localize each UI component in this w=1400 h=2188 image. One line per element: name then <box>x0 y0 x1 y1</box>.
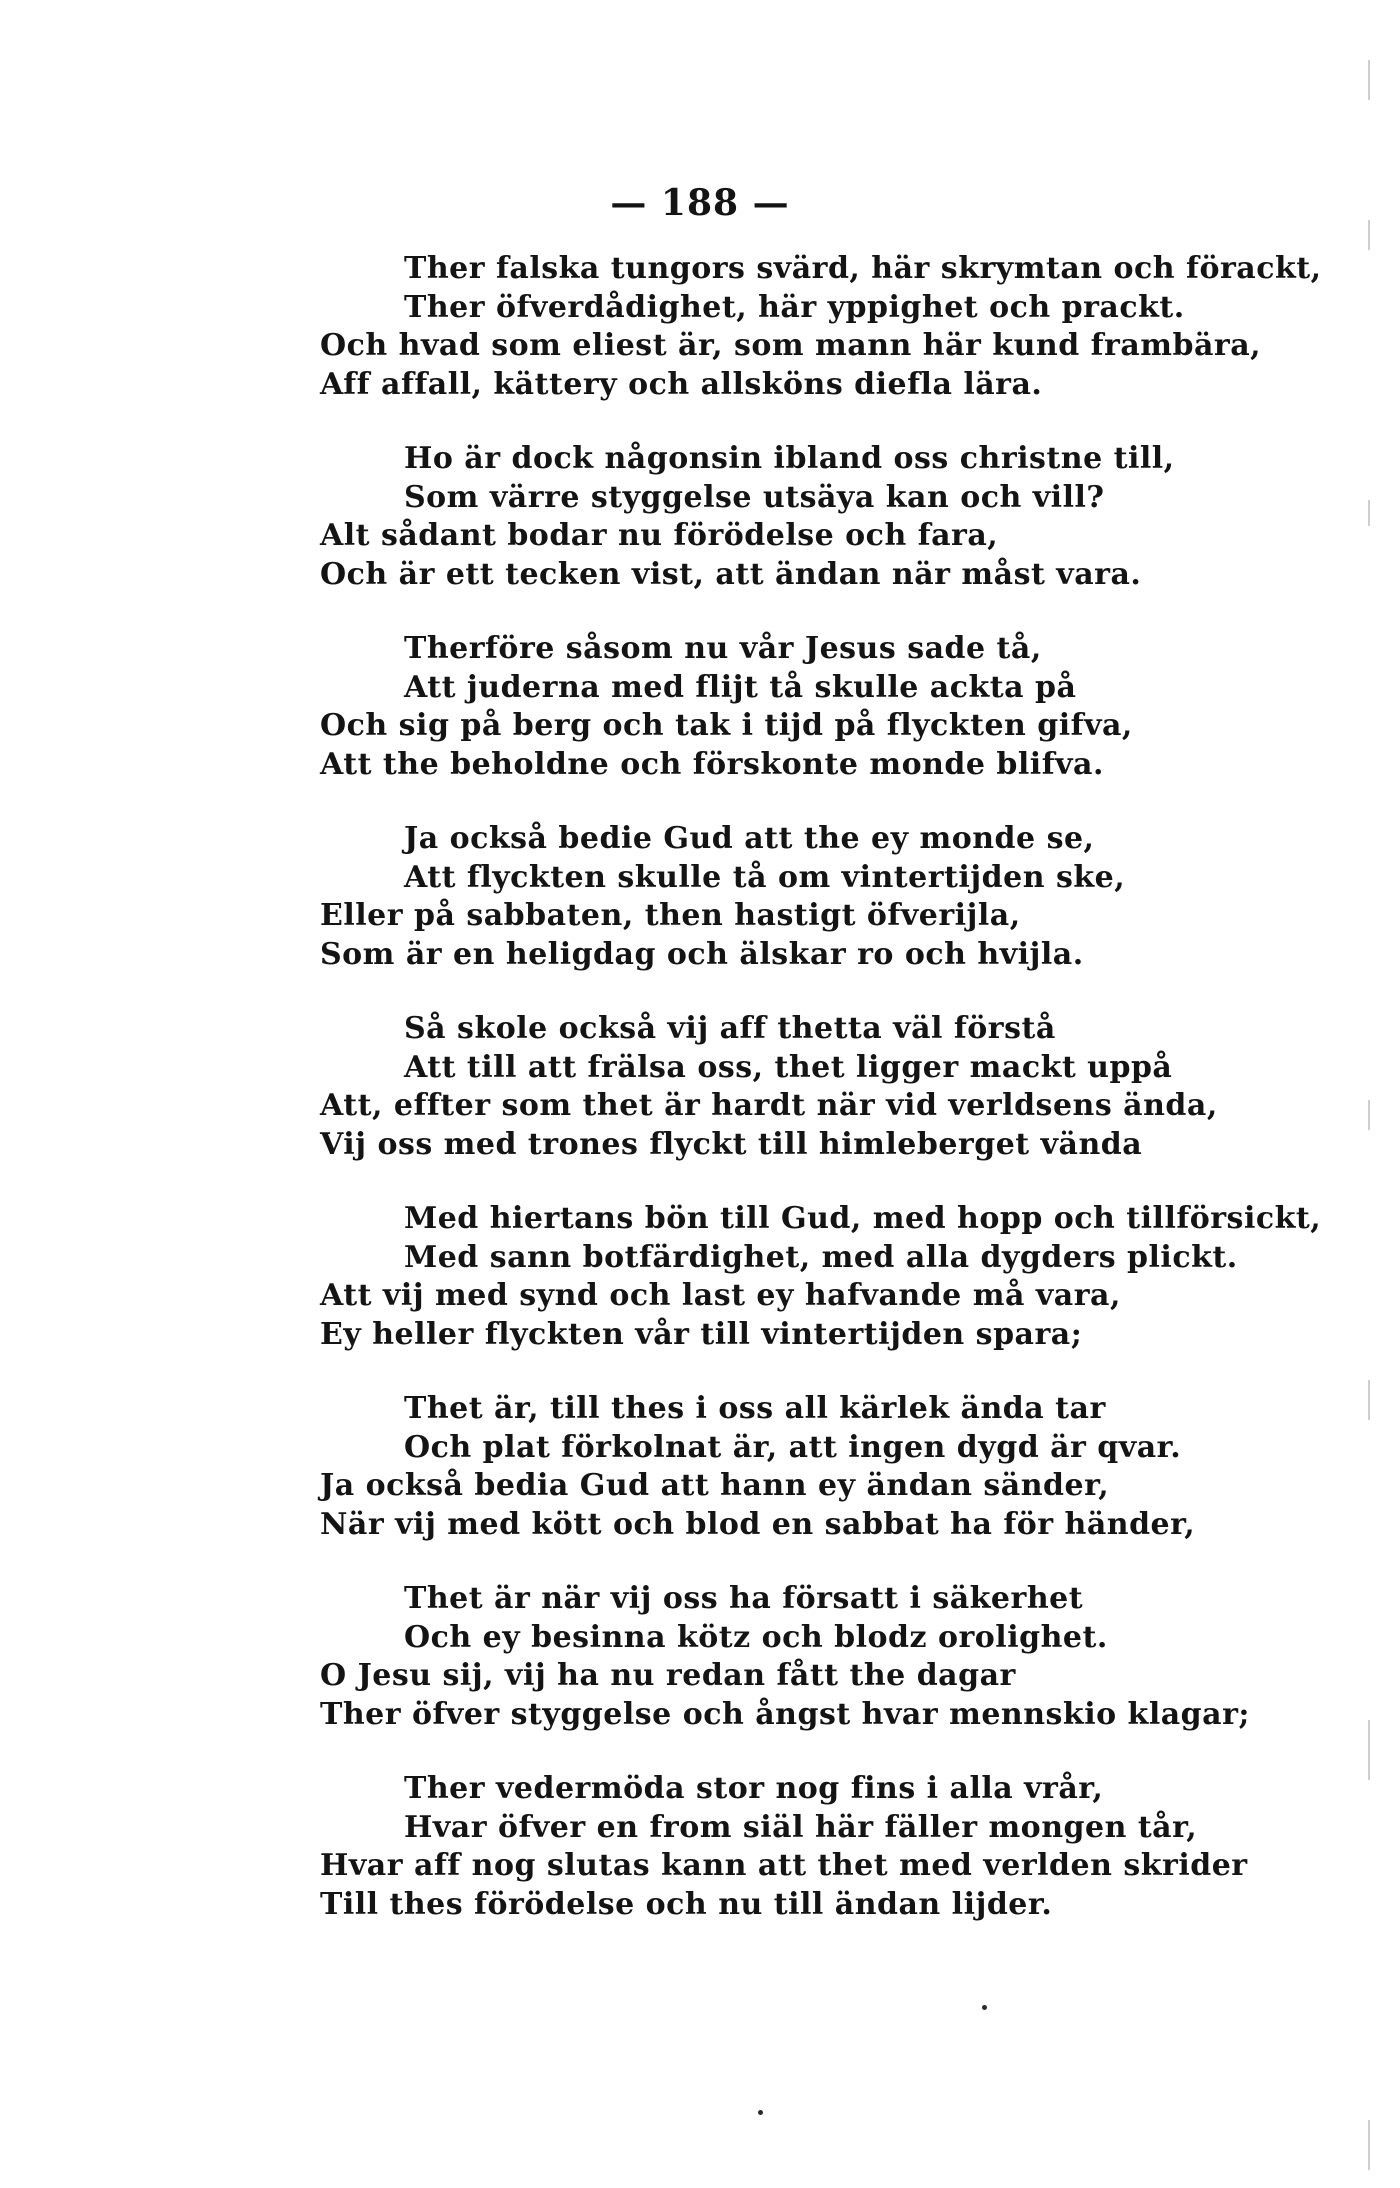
verse-line: Och sig på berg och tak i tijd på flyckten gifva, <box>320 708 1133 743</box>
verse-line: O Jesu sij, vij ha nu redan fått the dagar <box>320 1658 1016 1693</box>
verse-line: Och ey besinna kötz och blodz orolighet. <box>404 1619 1108 1655</box>
stanza-4 <box>320 820 1260 1010</box>
verse-line: Och plat förkolnat är, att ingen dygd är qvar. <box>404 1429 1182 1465</box>
verse-line: Ho är dock någonsin ibland oss christne till, <box>404 441 1175 476</box>
verse-line: Till thes förödelse och nu till ändan lijder. <box>320 1886 1053 1922</box>
stanza-6 <box>320 1200 1322 1390</box>
stanza-3 <box>320 630 1260 820</box>
verse-line: Och hvad som eliest är, som mann här kund frambära, <box>320 328 1262 363</box>
verse-line: Ther vedermöda stor nog fins i alla vrår, <box>404 1771 1104 1806</box>
verse-line: Ther öfverdådighet, här yppighet och prackt. <box>404 289 1185 325</box>
verse-line: Som är en heligdag och älskar ro och hvijla. <box>320 936 1084 972</box>
verse-line: Ja också bedia Gud att hann ey ändan sänder, <box>320 1468 1110 1503</box>
scan-edge-mark <box>1368 220 1370 250</box>
page-number: — 188 — <box>610 182 790 224</box>
verse-line: Vij oss med trones flyckt till himleberget vända <box>320 1126 1143 1162</box>
verse-line: Thet är, till thes i oss all kärlek ända tar <box>404 1391 1106 1426</box>
stanza-8 <box>320 1580 1260 1770</box>
verse-line: Hvar aff nog slutas kann att thet med verlden skrider <box>320 1848 1248 1883</box>
verse-line: Ther öfver styggelse och ångst hvar mennskio klagar; <box>320 1696 1250 1732</box>
scan-edge-mark <box>1368 60 1370 100</box>
stanza-2 <box>320 440 1260 630</box>
verse-line: Så skole också vij aff thetta väl förstå <box>404 1011 1056 1046</box>
stanza-5 <box>320 1010 1260 1200</box>
verse-line: Ja också bedie Gud att the ey monde se, <box>404 821 1095 856</box>
poem <box>320 250 1322 1960</box>
verse-line: Ey heller flyckten vår till vintertijden spara; <box>320 1316 1083 1352</box>
verse-line: Att flyckten skulle tå om vintertijden ske, <box>404 859 1126 895</box>
stanza-7 <box>320 1390 1260 1580</box>
verse-line: Ther falska tungors svärd, här skrymtan och förackt, <box>404 251 1322 286</box>
verse-line: Thet är när vij oss ha försatt i säkerhet <box>404 1581 1084 1616</box>
verse-line: Aff affall, kättery och allsköns diefla lära. <box>320 366 1043 402</box>
verse-line: Therföre såsom nu vår Jesus sade tå, <box>404 631 1042 666</box>
scan-edge-mark <box>1368 2120 1370 2170</box>
verse-line: Med hiertans bön till Gud, med hopp och tillförsickt, <box>404 1201 1322 1236</box>
stanza-9 <box>320 1770 1260 1960</box>
verse-line: Med sann botfärdighet, med alla dygders plickt. <box>404 1239 1238 1275</box>
verse-line: Att juderna med flijt tå skulle ackta på <box>404 669 1077 705</box>
scan-edge-mark <box>1368 500 1370 526</box>
verse-line: Att vij med synd och last ey hafvande må vara, <box>320 1278 1121 1313</box>
stanza-1 <box>320 250 1322 440</box>
verse-line: Som värre styggelse utsäya kan och vill? <box>404 479 1105 515</box>
verse-line: Alt sådant bodar nu förödelse och fara, <box>320 518 999 553</box>
verse-line: Att, effter som thet är hardt när vid verldsens ända, <box>320 1088 1218 1123</box>
verse-line: Hvar öfver en from siäl här fäller mongen tår, <box>404 1809 1198 1845</box>
verse-line: Eller på sabbaten, then hastigt öfverijla, <box>320 898 1021 933</box>
ink-speck <box>982 2005 987 2010</box>
verse-line: Att the beholdne och förskonte monde blifva. <box>320 746 1104 782</box>
ink-speck <box>758 2110 763 2115</box>
scan-edge-mark <box>1368 1380 1370 1420</box>
verse-line: Och är ett tecken vist, att ändan när måst vara. <box>320 556 1142 592</box>
scan-edge-mark <box>1368 1100 1370 1130</box>
verse-line: När vij med kött och blod en sabbat ha för händer, <box>320 1506 1196 1542</box>
scan-edge-mark <box>1368 1720 1370 1780</box>
verse-line: Att till att frälsa oss, thet ligger mackt uppå <box>404 1049 1173 1085</box>
